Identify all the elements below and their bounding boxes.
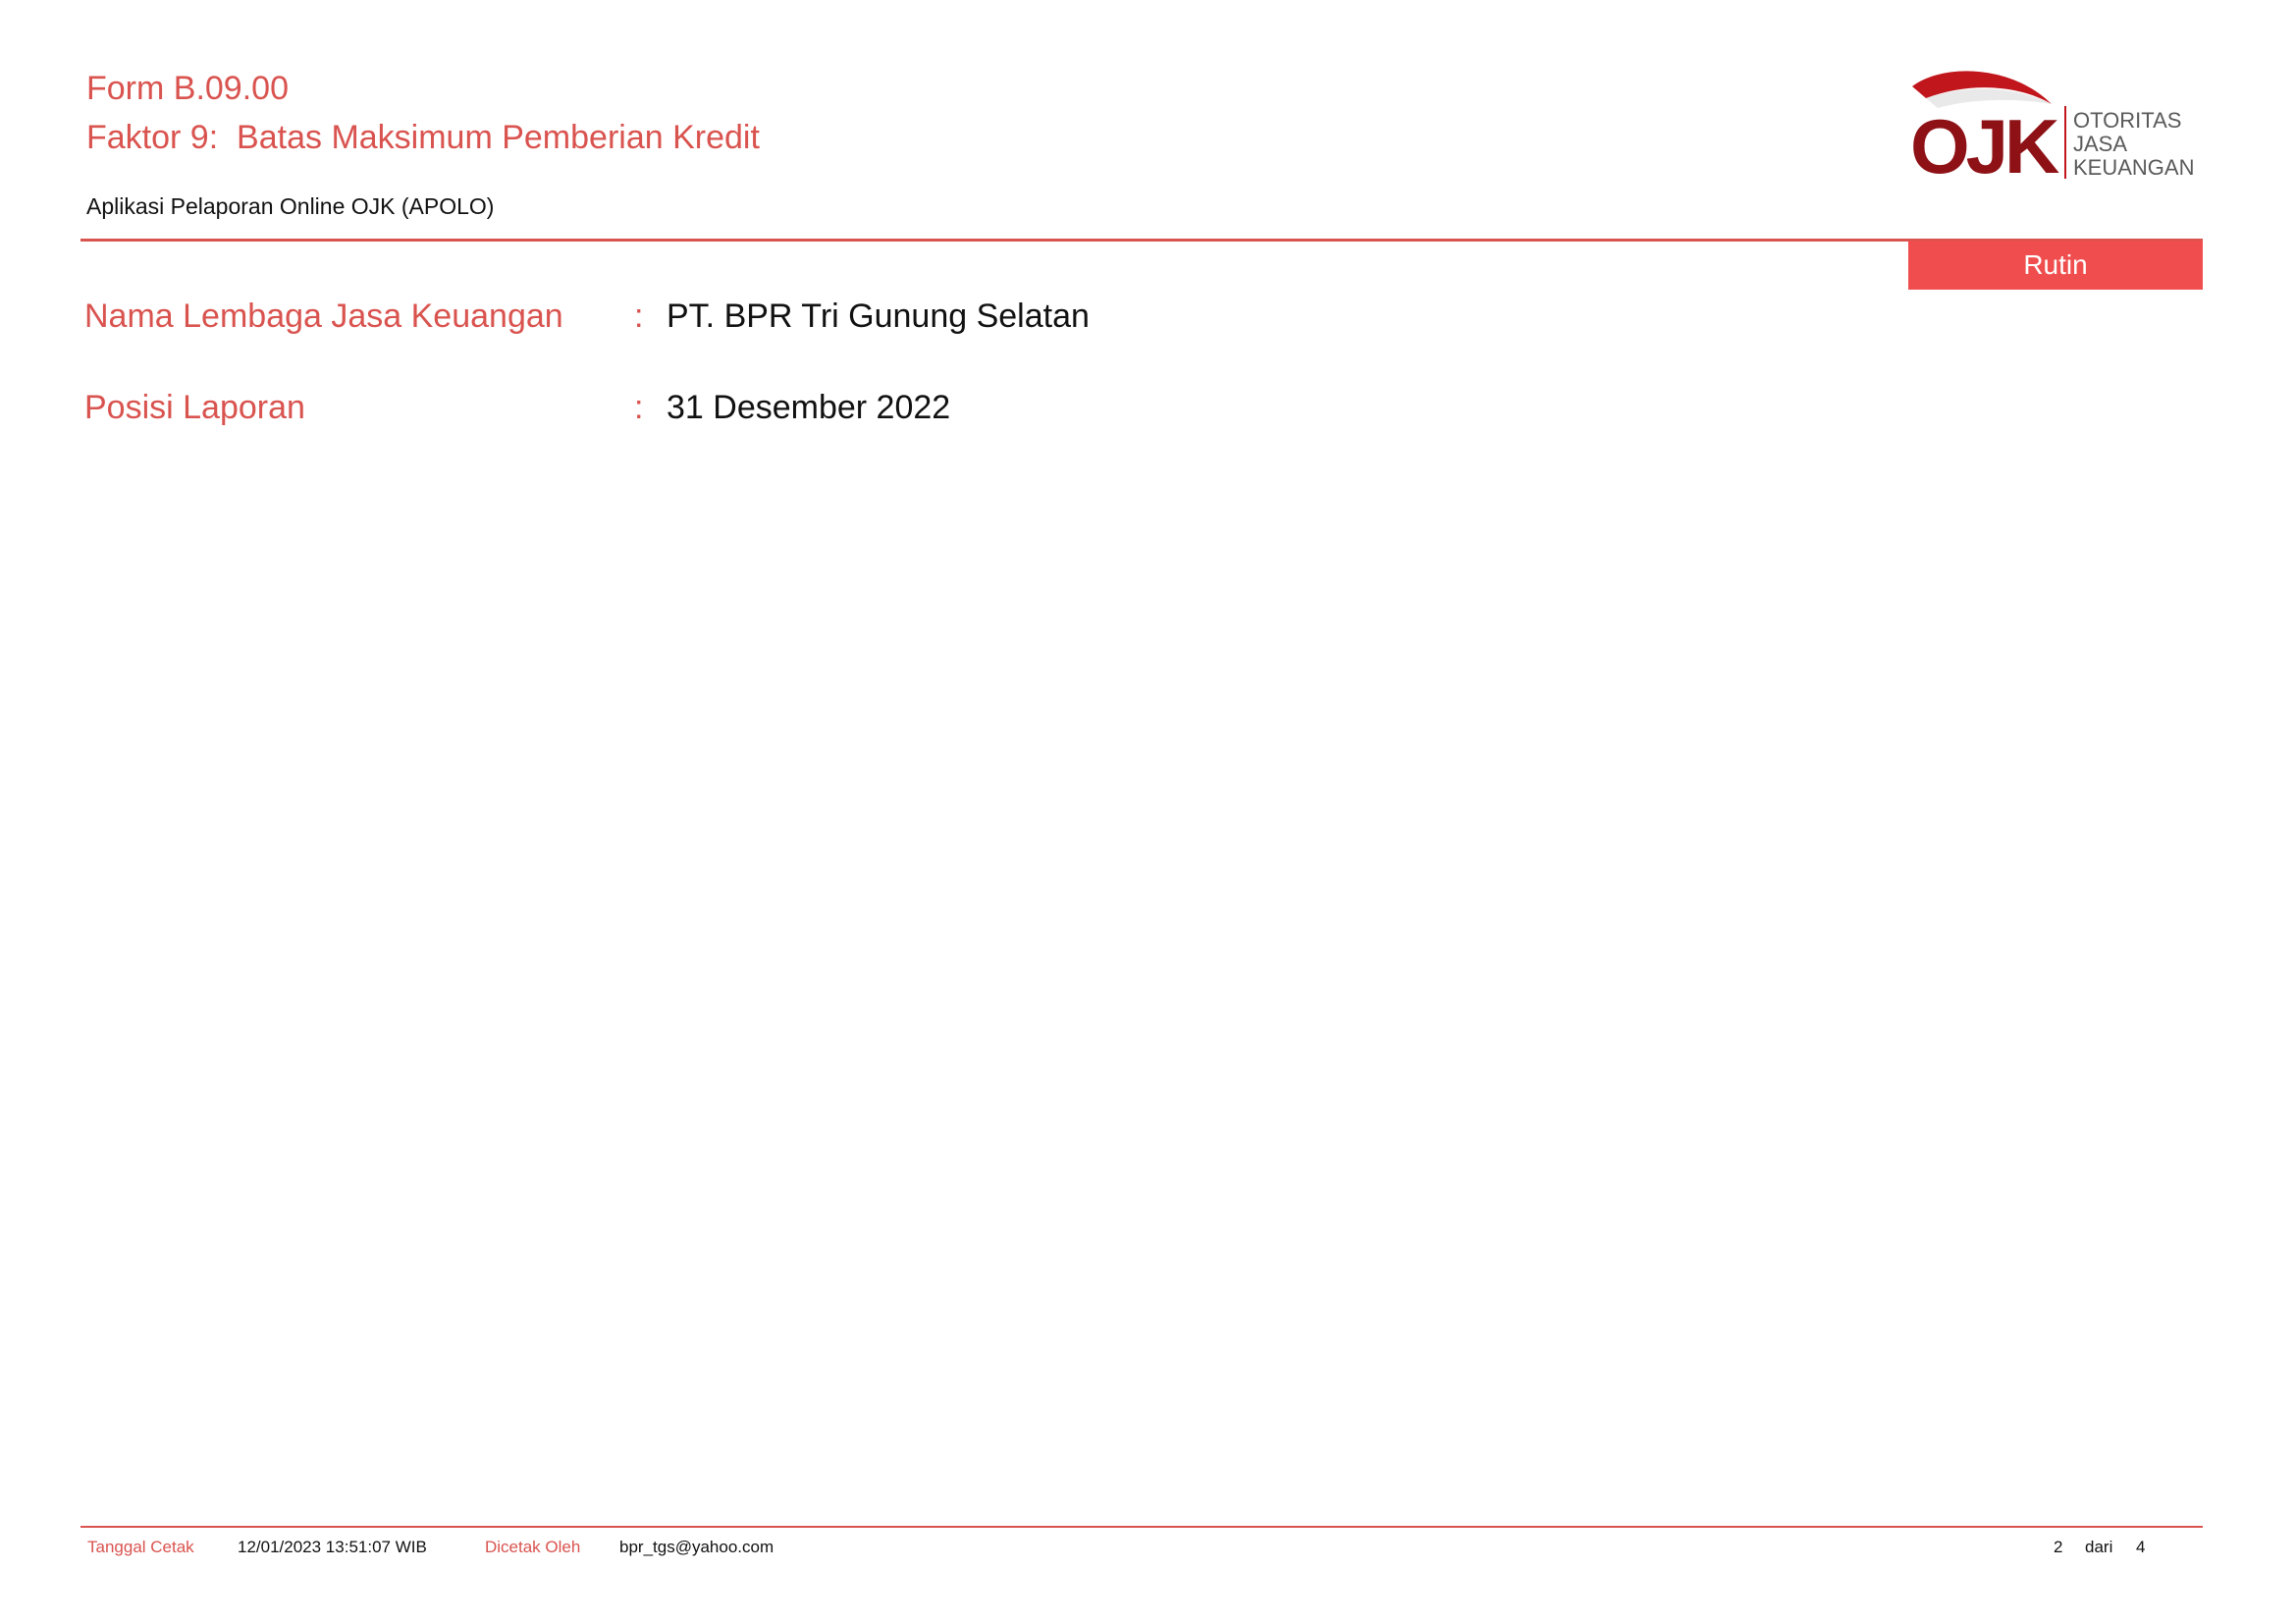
position-separator: : xyxy=(634,389,644,426)
app-name: Aplikasi Pelaporan Online OJK (APOLO) xyxy=(86,193,495,219)
logo-mark: OJK xyxy=(1910,103,2056,183)
institution-value: PT. BPR Tri Gunung Selatan xyxy=(667,298,1090,335)
page-of-label: dari xyxy=(2085,1538,2113,1556)
report-type-badge: Rutin xyxy=(1908,241,2203,290)
logo-line-1: OTORITAS xyxy=(2073,108,2182,133)
form-title: Faktor 9: Batas Maksimum Pemberian Kredit xyxy=(86,119,760,156)
position-label: Posisi Laporan xyxy=(84,389,305,426)
institution-label: Nama Lembaga Jasa Keuangan xyxy=(84,298,563,335)
institution-separator: : xyxy=(634,298,644,335)
header-divider xyxy=(80,239,2203,242)
position-value: 31 Desember 2022 xyxy=(667,389,951,426)
footer-divider xyxy=(80,1526,2203,1528)
page-current: 2 xyxy=(2054,1538,2063,1556)
page-total: 4 xyxy=(2136,1538,2146,1556)
logo-line-2: JASA xyxy=(2073,132,2128,156)
printed-by-value: bpr_tgs@yahoo.com xyxy=(619,1538,774,1556)
ojk-logo xyxy=(1904,65,2218,183)
print-date-label: Tanggal Cetak xyxy=(87,1538,194,1556)
print-date-value: 12/01/2023 13:51:07 WIB xyxy=(238,1538,427,1556)
logo-divider xyxy=(2064,106,2066,179)
logo-line-3: KEUANGAN xyxy=(2073,155,2195,180)
form-code: Form B.09.00 xyxy=(86,70,289,107)
printed-by-label: Dicetak Oleh xyxy=(485,1538,581,1556)
